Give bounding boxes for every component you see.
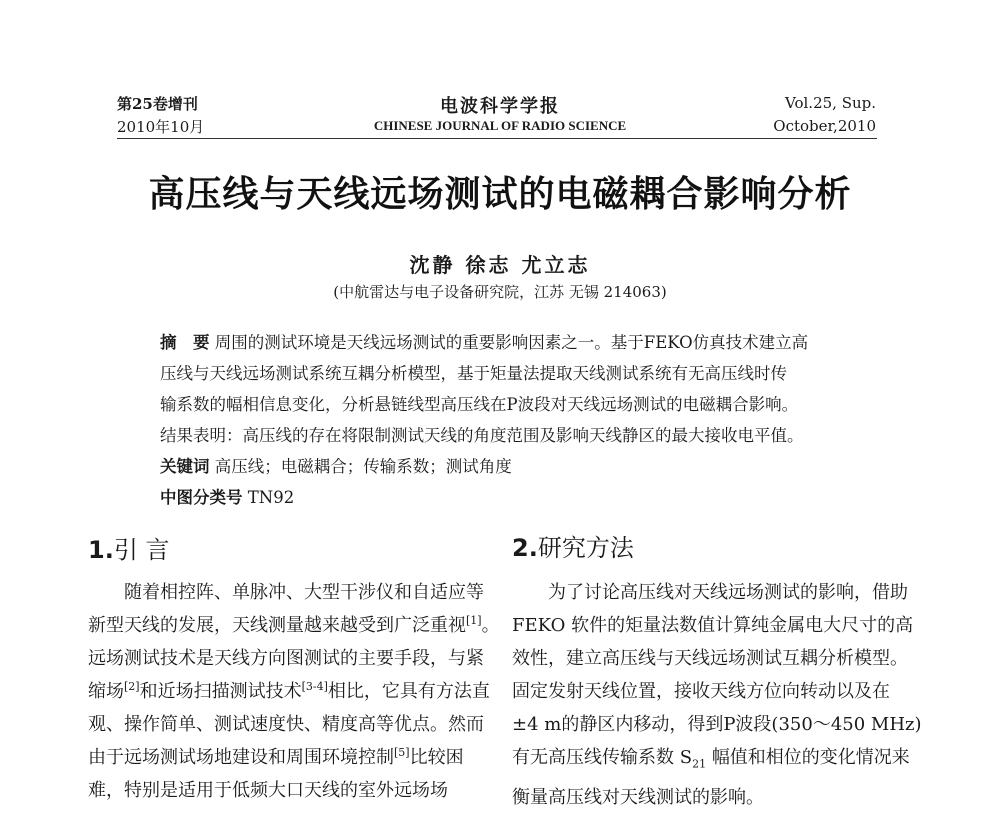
section2-title: 研究方法: [537, 534, 634, 562]
abstract-line: 周围的测试环境是天线远场测试的重要影响因素之一。基于FEKO仿真技术建立高: [214, 333, 809, 352]
classification: [160, 482, 860, 513]
section2-body: [512, 576, 922, 814]
abstract-label: 摘 要: [160, 333, 210, 352]
date-en: October,2010: [773, 117, 876, 135]
body-line: 为了讨论高压线对天线远场测试的影响，借助: [548, 582, 908, 603]
authors: 沈静 徐志 尤立志: [409, 253, 591, 277]
body-line: 缩场[2]和近场扫描测试技术[3-4]相比，它具有方法直: [88, 680, 490, 702]
section2-heading: [512, 528, 634, 563]
volume-en: Vol.25, Sup.: [785, 94, 876, 112]
body-line: FEKO 软件的矩量法数值计算纯金属电大尺寸的高: [512, 615, 914, 636]
keywords: [160, 451, 860, 482]
abstract: [160, 327, 860, 513]
citation: [1]: [466, 614, 482, 627]
keywords-text: 高压线；电磁耦合；传输系数；测试角度: [214, 457, 512, 476]
citation: [3-4]: [301, 680, 328, 693]
classification-label: 中图分类号: [160, 488, 243, 507]
body-line: 远场测试技术是天线方向图测试的主要手段，与紧: [88, 648, 484, 669]
date-cn: 2010年10月: [117, 118, 205, 136]
abstract-line: 压线与天线远场测试系统互耦分析模型，基于矩量法提取天线测试系统有无高压线时传: [160, 364, 787, 383]
citation: [5]: [394, 746, 410, 759]
section1-number: 1.: [88, 536, 114, 564]
section1-heading: [88, 530, 169, 565]
body-line: 衡量高压线对天线测试的影响。: [512, 786, 764, 808]
section1-body: [88, 576, 500, 807]
body-line: 新型天线的发展，天线测量越来越受到广泛重视[1]。: [88, 614, 500, 636]
body-line: 由于远场测试场地建设和周围环境控制[5]比较困: [88, 746, 464, 768]
journal-title-en: CHINESE JOURNAL OF RADIO SCIENCE: [373, 118, 627, 133]
volume-cn: 第25卷增刊: [117, 95, 198, 113]
body-line: 随着相控阵、单脉冲、大型干涉仪和自适应等: [124, 582, 484, 603]
abstract-line: 输系数的幅相信息变化，分析悬链线型高压线在P波段对天线远场测试的电磁耦合影响。: [160, 395, 799, 414]
body-line: ±4 m的静区内移动，得到P波段(350～450 MHz): [512, 714, 922, 735]
classification-code: TN92: [247, 488, 295, 507]
section2-number: 2.: [512, 534, 538, 562]
abstract-line: 结果表明：高压线的存在将限制测试天线的角度范围及影响天线静区的最大接收电平值。: [160, 426, 804, 445]
body-line: 难，特别是适用于低频大口天线的室外远场场: [88, 780, 448, 801]
citation: [2]: [124, 680, 140, 693]
body-line: 固定发射天线位置，接收天线方位向转动以及在: [512, 681, 890, 702]
body-line: 观、操作简单、测试速度快、精度高等优点。然而: [88, 714, 484, 735]
body-line: 有无高压线传输系数 $S_{21}$ 幅值和相位的变化情况来: [512, 747, 910, 771]
keywords-label: 关键词: [160, 457, 210, 476]
header-rule: [117, 138, 877, 139]
affiliation: (中航雷达与电子设备研究院，江苏 无锡 214063): [333, 283, 667, 301]
journal-title-cn: 电波科学学报: [440, 96, 560, 117]
section1-title: 引 言: [113, 536, 170, 564]
paper-title: 高压线与天线远场测试的电磁耦合影响分析: [148, 174, 852, 215]
body-line: 效性，建立高压线与天线远场测试互耦分析模型。: [512, 648, 908, 669]
